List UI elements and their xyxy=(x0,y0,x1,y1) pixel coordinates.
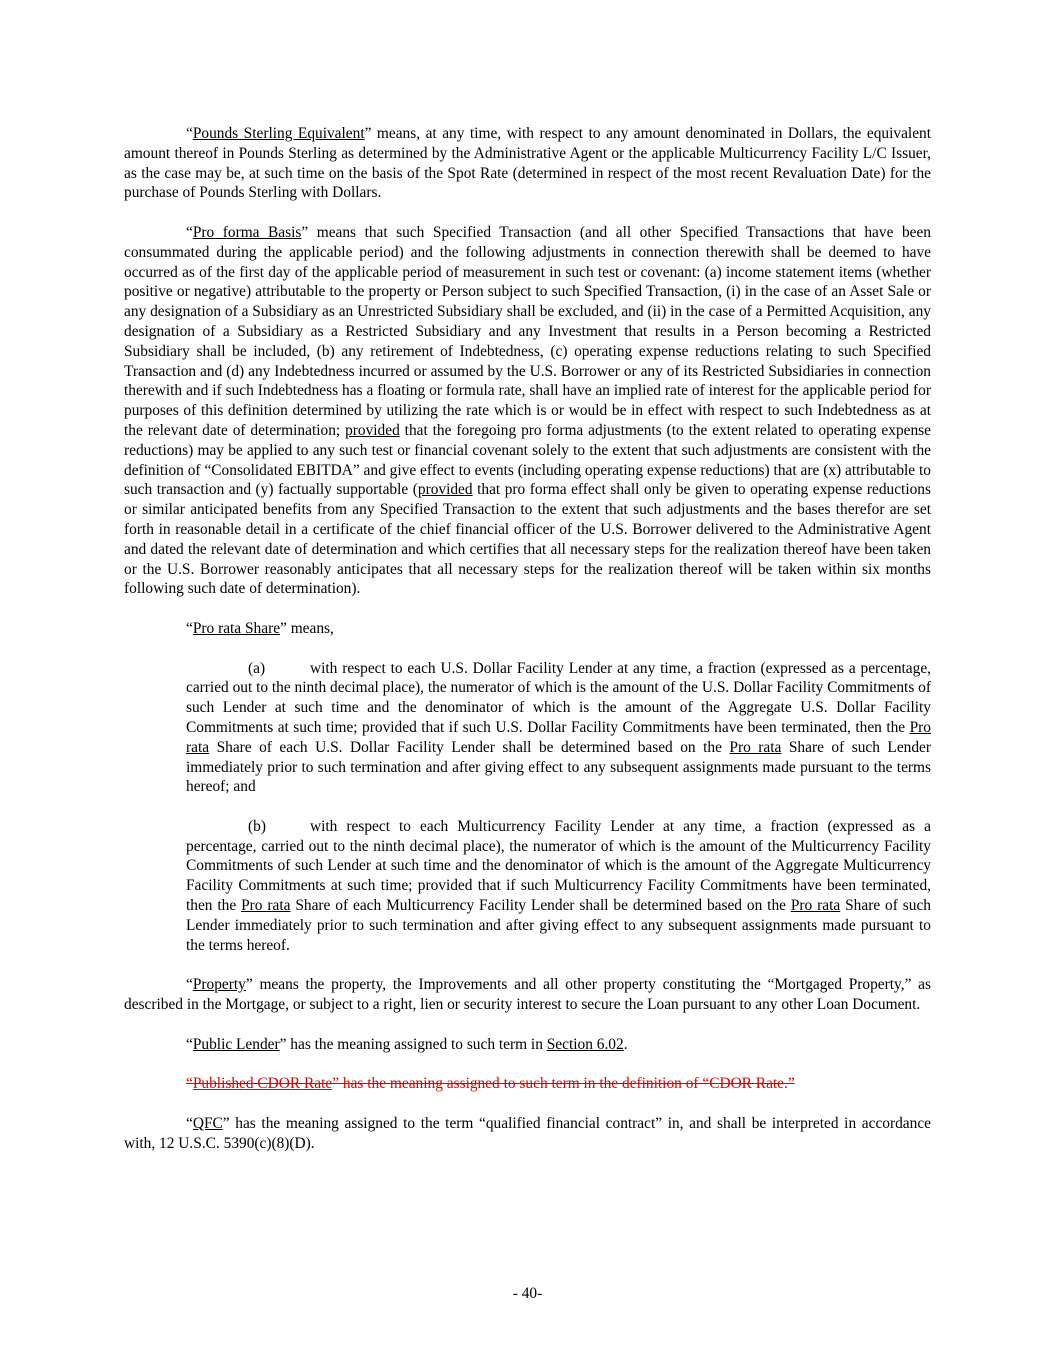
defined-term: QFC xyxy=(192,1114,223,1132)
defined-term: provided xyxy=(417,481,473,499)
definition-pro-rata-share-a xyxy=(186,659,931,798)
defined-term: Pro forma Basis xyxy=(192,223,302,241)
defined-term: Section 6.02 xyxy=(546,1035,624,1053)
definition-text: Share of such Lender immediately prior to such termination and after giving effect to any subsequent assignments made pursuant to the terms hereof. xyxy=(186,897,931,954)
definition-text: with respect to each Multicurrency Facility Lender at any time, a fraction (expressed as a percentage, carried out to the ninth decimal place), the numerator of which is the amount of the Multicurrency Facility Commitments of such Lender at such time and the denominator of which is the amount of the Aggregate Multicurrency Facility Commitments at such time; provided that if such Multicurrency Facility Commitments have been terminated, then the xyxy=(186,817,931,915)
defined-term: Pro rata xyxy=(186,718,931,756)
definition-pro-rata-share xyxy=(124,619,931,639)
document-body xyxy=(124,124,931,1173)
definition-text: with respect to each U.S. Dollar Facility Lender at any time, a fraction (expressed as a percentage, carried out to the ninth decimal place), the numerator of which is the amount of the U.S. Dollar Facility Commitments of such Lender at such time and the denominator of which is the amount of the Aggregate U.S. Dollar Facility Commitments at such time; provided that if such U.S. Dollar Facility Commitments have been terminated, then the xyxy=(186,659,931,736)
clause-marker: (a) xyxy=(248,659,266,677)
definition-text: “ xyxy=(186,125,193,142)
defined-term: provided xyxy=(345,421,400,439)
page-number: - 40- xyxy=(512,1285,543,1302)
definition-text: ” has the meaning assigned to such term in the definition of “CDOR Rate.” xyxy=(332,1075,795,1093)
definition-text: “ xyxy=(186,1075,193,1093)
defined-term: Public Lender xyxy=(192,1035,280,1053)
definition-pro-forma-basis xyxy=(124,223,931,599)
definition-text: Share of each Multicurrency Facility Lender shall be determined based on the xyxy=(290,897,791,915)
definition-pounds-sterling-equivalent xyxy=(124,124,931,203)
definition-text: ” has the meaning assigned to such term in xyxy=(279,1035,547,1053)
definition-text: that pro forma effect shall only be given to operating expense reductions or similar anticipated benefits from any Specified Transaction to the extent that such adjustments and the bases therefor are set forth in reasonable detail in a certificate of the chief financial officer of the U.S. Borrower delivered to the Administrative Agent and dated the relevant date of determination and which certifies that all necessary steps for the realization thereof have been taken or the U.S. Borrower reasonably anticipates that all necessary steps for the realization thereof will be taken within six months following such date of determination). xyxy=(124,481,931,598)
definition-text: Share of each U.S. Dollar Facility Lender shall be determined based on the xyxy=(209,738,730,756)
definition-pro-rata-share-b xyxy=(186,817,931,956)
definition-text: ” has the meaning assigned to the term “qualified financial contract” in, and shall be interpreted in accordance with, 12 U.S.C. 5390(c)(8)(D). xyxy=(124,1114,931,1152)
defined-term: Pounds Sterling Equivalent xyxy=(192,125,365,142)
defined-term: Pro rata xyxy=(241,897,291,915)
definition-text: . xyxy=(623,1035,628,1053)
definition-text: ” means the property, the Improvements and all other property constituting the “Mortgaged Property,” as described in the Mortgage, or subject to a right, lien or security interest to secure the Loan pursuant to any other Loan Document. xyxy=(124,976,931,1014)
definition-published-cdor-rate xyxy=(124,1074,931,1094)
defined-term: Property xyxy=(192,976,246,994)
definition-property xyxy=(124,975,931,1015)
definition-text: “ xyxy=(186,976,193,994)
definition-text: ” means that such Specified Transaction (and all other Specified Transactions that have been consummated during the applicable period) and the following adjustments in connection therewith shall be deemed to have occurred as of the first day of the applicable period of measurement in such test or covenant: (a) income statement items (whether positive or negative) attributable to the property or Person subject to such Specified Transaction, (i) in the case of an Asset Sale or any designation of a Subsidiary as an Unrestricted Subsidiary shall be excluded, and (ii) in the case of a Permitted Acquisition, any designation of a Subsidiary as a Restricted Subsidiary and any Investment that results in a Person becoming a Restricted Subsidiary shall be included, (b) any retirement of Indebtedness, (c) operating expense reductions relating to such Specified Transaction and (d) any Indebtedness incurred or assumed by the U.S. Borrower or any of its Restricted Subsidiaries in connection therewith and if such Indebtedness has a floating or formula rate, shall have an implied rate of interest for the applicable period for purposes of this definition determined by utilizing the rate which is or would be in effect with respect to such Indebtedness as at the relevant date of determination; xyxy=(124,223,931,439)
defined-term: Published CDOR Rate xyxy=(192,1075,333,1093)
definition-qfc xyxy=(124,1114,931,1154)
definition-text: that the foregoing pro forma adjustments (to the extent related to operating expense reductions) may be applied to any such test or financial covenant solely to the extent that such adjustments are consistent with the definition of “Consolidated EBITDA” and give effect to events (including operating expense reductions) that are (x) attributable to such transaction and (y) factually supportable ( xyxy=(124,421,931,499)
definition-public-lender xyxy=(124,1035,931,1055)
definition-text: “ xyxy=(186,223,193,241)
definition-text: “ xyxy=(186,619,193,637)
definition-text: Share of such Lender immediately prior to such termination and after giving effect to any subsequent assignments made pursuant to the terms hereof; and xyxy=(186,738,932,796)
defined-term: Pro rata xyxy=(729,738,782,756)
clause-marker: (b) xyxy=(248,817,266,835)
definition-text: ” means, xyxy=(280,619,334,637)
defined-term: Pro rata xyxy=(790,897,841,915)
definition-text: “ xyxy=(186,1114,193,1132)
definition-text: “ xyxy=(186,1035,193,1053)
defined-term: Pro rata Share xyxy=(192,619,281,637)
definition-text: ” means, at any time, with respect to any amount denominated in Dollars, the equivalent amount thereof in Pounds Sterling as determined by the Administrative Agent or the applicable Multicurrency Facility L/C Issuer, as the case may be, at such time on the basis of the Spot Rate (determined in respect of the most recent Revaluation Date) for the purchase of Pounds Sterling with Dollars. xyxy=(124,125,931,202)
